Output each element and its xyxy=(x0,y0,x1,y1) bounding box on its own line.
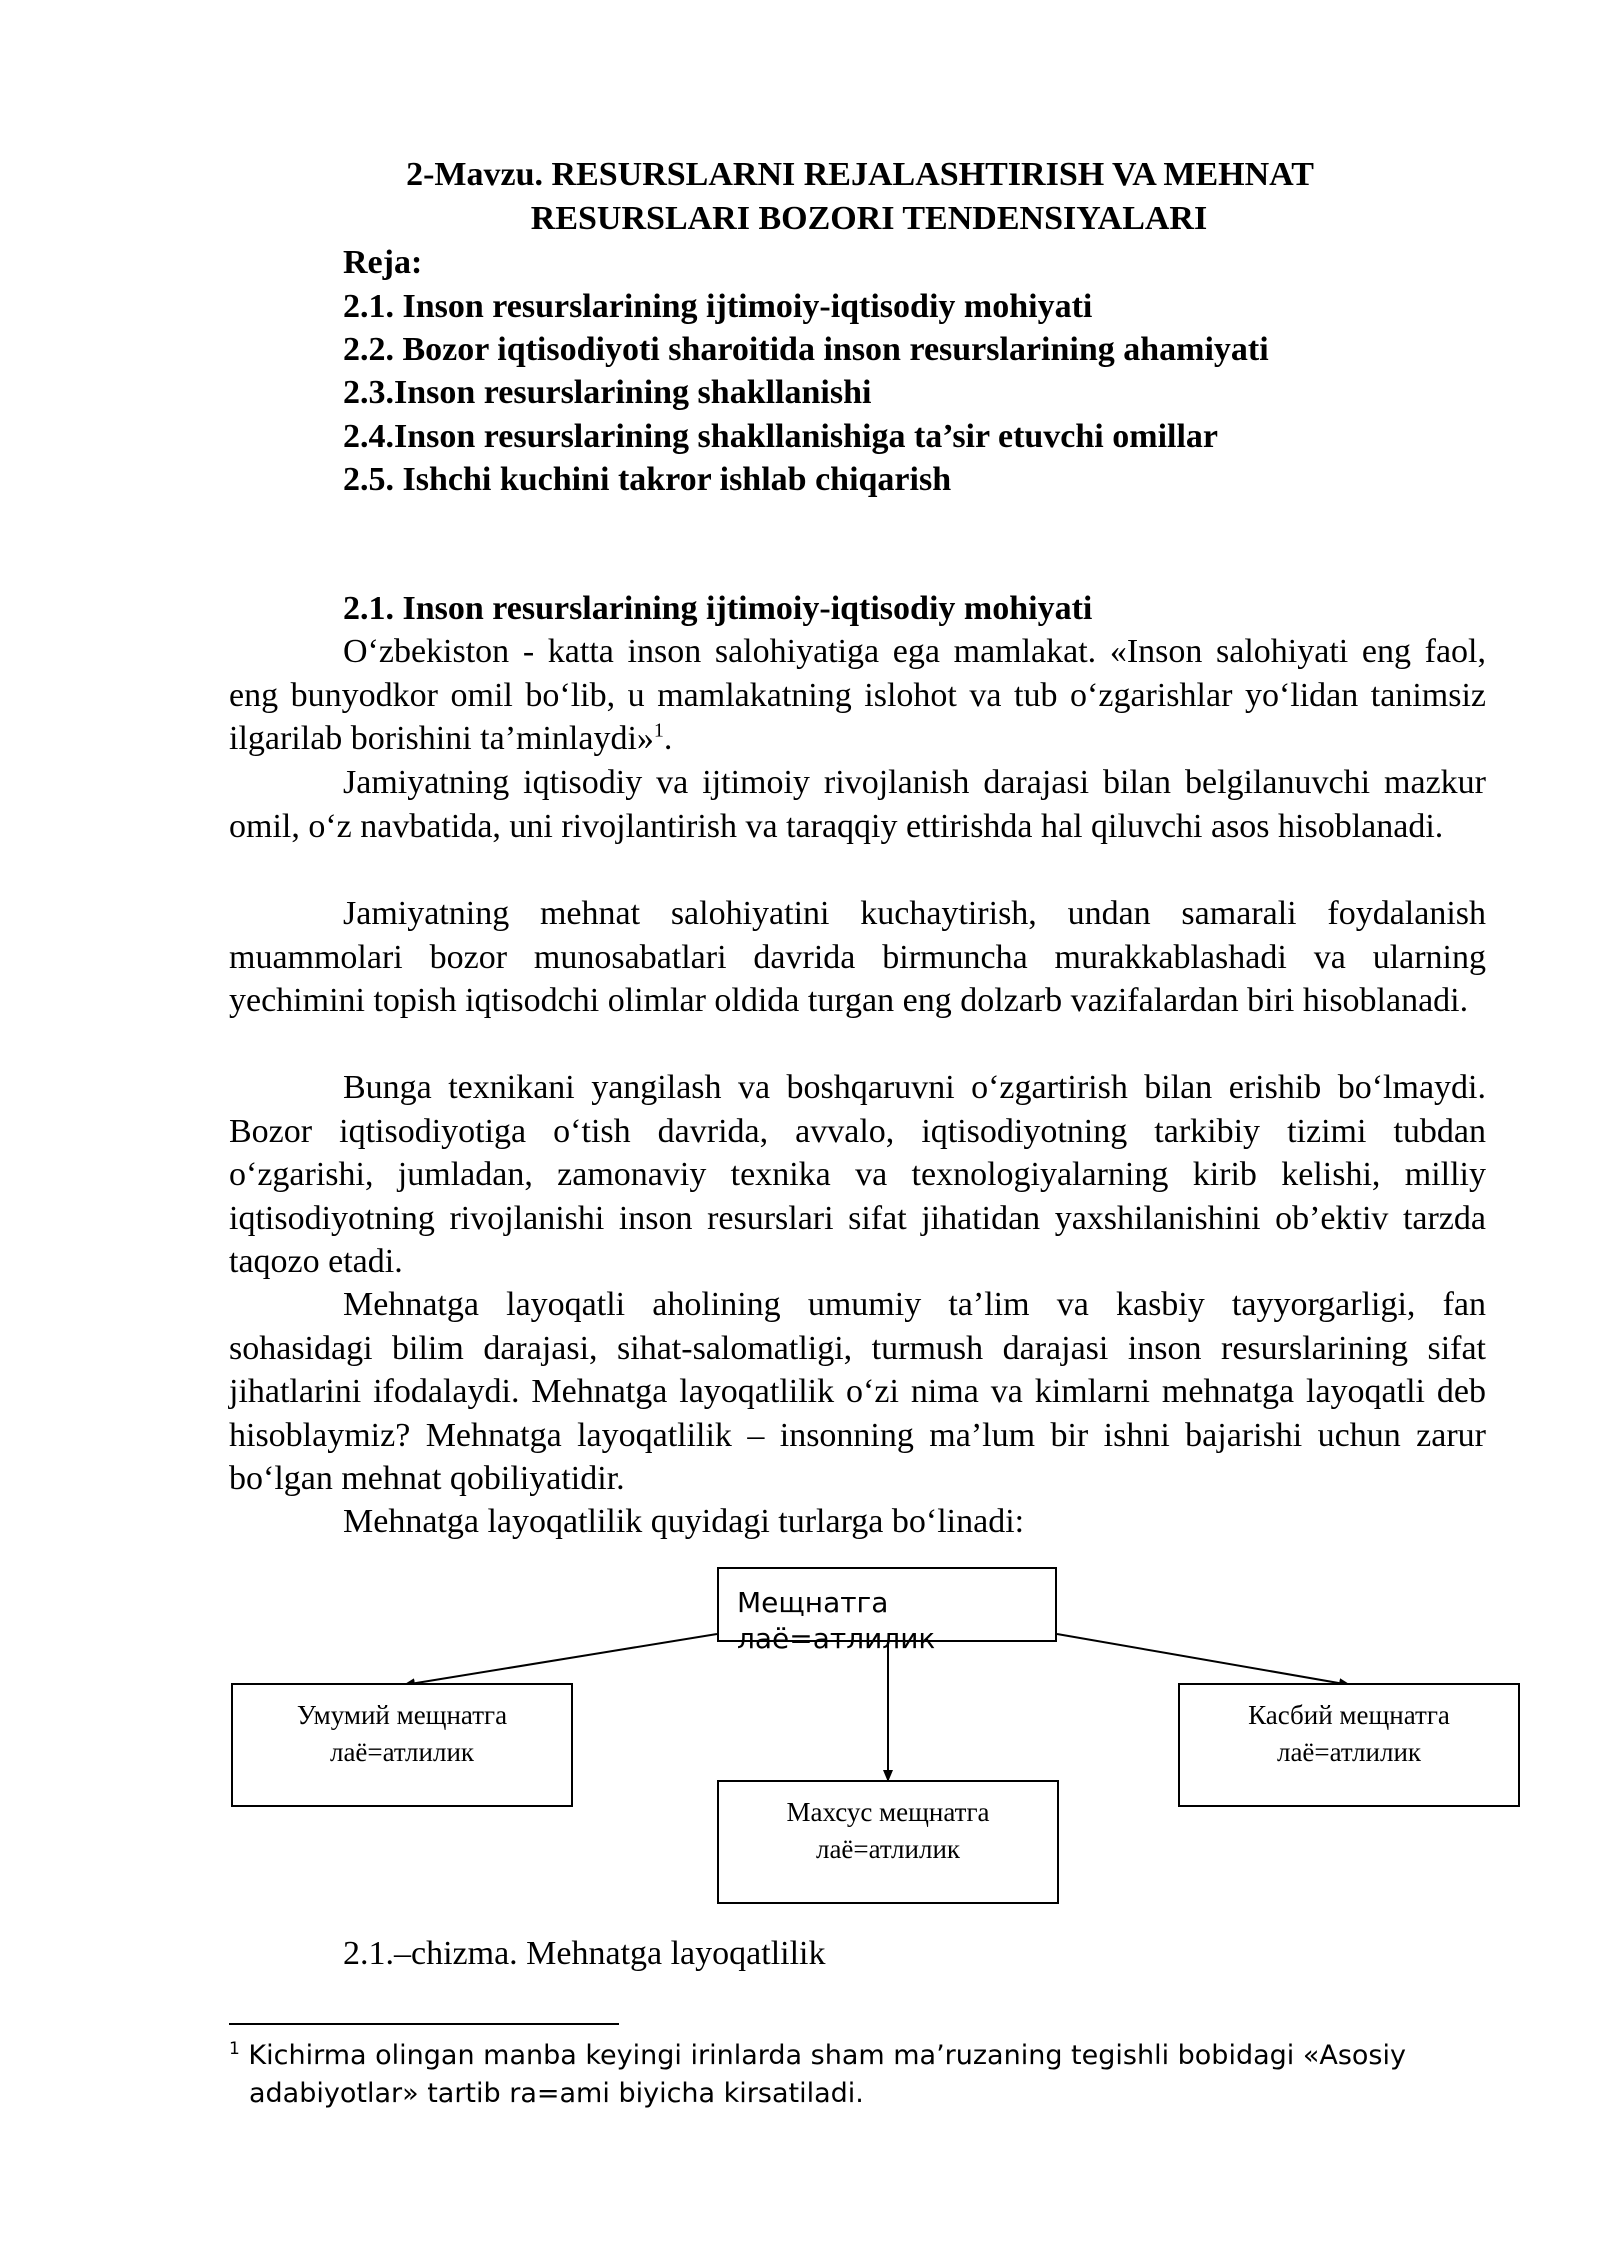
middle-box-line-2: лаё=атлилик xyxy=(815,1834,961,1864)
diagram-box-left xyxy=(231,1683,573,1807)
plan-heading: Reja: xyxy=(343,244,423,281)
diagram-box-right xyxy=(1178,1683,1520,1807)
topic-title-line-1: 2-Mavzu. RESURSLARNI REJALASHTIRISH VA MEHNAT xyxy=(406,156,1314,193)
plan-item-4: 2.4.Inson resurslarining shakllanishiga ta’sir etuvchi omillar xyxy=(343,418,1219,455)
footnote-separator xyxy=(229,2023,619,2025)
paragraph-3: Jamiyatning mehnat salohiyatini kuchaytirish, undan samarali foydalanish muammolari bozor munosabatlari davrida birmuncha murakkablashadi va ularning yechimini topish iqtisodchi olimlar oldida turgan eng dolzarb vazifalardan biri hisoblanadi. xyxy=(229,895,1486,1019)
right-box-line-1: Касбий мещнатга xyxy=(1248,1700,1450,1730)
footnote-line-1: Kichirma olingan manba keyingi irinlarda sham ma’ruzaning tegishli bobidagi «Asosiy xyxy=(248,2040,1406,2071)
footnote-reference[interactable]: 1 xyxy=(653,719,664,742)
plan-item-3: 2.3.Inson resurslarining shakllanishi xyxy=(343,374,872,411)
plan-item-1: 2.1. Inson resurslarining ijtimoiy-iqtisodiy mohiyati xyxy=(343,288,1093,325)
arrow-to-right-box xyxy=(1057,1634,1350,1685)
plan-item-2: 2.2. Bozor iqtisodiyoti sharoitida inson resurslarining ahamiyati xyxy=(343,331,1269,368)
left-box-line-1: Умумий мещнатга xyxy=(296,1700,508,1730)
paragraph-5: Mehnatga layoqatli aholining umumiy ta’lim va kasbiy tayyorgarligi, fan sohasidagi bilim darajasi, sihat-salomatligi, turmush darajasi inson resurslarining sifat jihatlarini ifodalaydi. Mehnatga layoqatlilik o‘zi nima va kimlarni mehnatga layoqatli deb hisoblaymiz? Mehnatga layoqatlilik – insonning ma’lum bir ishni bajarishi uchun zarur bo‘lgan mehnat qobiliyatidir. xyxy=(229,1286,1486,1497)
footnote xyxy=(229,2037,1489,2113)
paragraph-6: Mehnatga layoqatlilik quyidagi turlarga bo‘linadi: xyxy=(343,1503,1025,1540)
paragraph-1-end: . xyxy=(663,720,673,757)
paragraph-2: Jamiyatning iqtisodiy va ijtimoiy rivojlanish darajasi bilan belgilanuvchi mazkur omil, o‘z navbatida, uni rivojlantirish va taraqqiy ettirishda hal qiluvchi asos hisoblanadi. xyxy=(229,764,1486,845)
middle-box-line-1: Махсус мещнатга xyxy=(786,1797,990,1827)
paragraph-1 xyxy=(229,630,1486,761)
plan-item-5: 2.5. Ishchi kuchini takror ishlab chiqarish xyxy=(343,461,952,498)
arrow-to-left-box xyxy=(404,1634,717,1685)
diagram-box-top xyxy=(717,1567,1057,1655)
section-heading: 2.1. Inson resurslarining ijtimoiy-iqtisodiy mohiyati xyxy=(343,590,1093,627)
left-box-line-2: лаё=атлилик xyxy=(329,1737,475,1767)
right-box-line-2: лаё=атлилик xyxy=(1276,1737,1422,1767)
diagram-box-middle xyxy=(717,1780,1059,1904)
footnote-marker: 1 xyxy=(229,2039,240,2059)
footnote-line-2: adabiyotlar» tartib ra=ami biyicha kirsatiladi. xyxy=(249,2078,864,2109)
top-box-line-2: лаё=атлилик xyxy=(737,1622,936,1655)
paragraph-4: Bunga texnikani yangilash va boshqaruvni o‘zgartirish bilan erishib bo‘lmaydi. Bozor iqtisodiyotiga o‘tish davrida, avvalo, iqtisodiyotning tarkibiy tizimi tubdan o‘zgarishi, jumladan, zamonaviy texnika va texnologiyalarning kirib kelishi, milliy iqtisodiyotning rivojlanishi inson resurslari sifat jihatidan yaxshilanishini ob’ektiv tarzda taqozo etadi. xyxy=(229,1069,1486,1280)
paragraph-1-text: O‘zbekiston - katta inson salohiyatiga ega mamlakat. «Inson salohiyati eng faol, eng bunyodkor omil bo‘lib, u mamlakatning islohot va tub o‘zgarishlar yo‘lidan tanimsiz ilgarilab borishini ta’minlaydi» xyxy=(229,633,1486,757)
diagram-caption: 2.1.–chizma. Mehnatga layoqatlilik xyxy=(343,1935,826,1972)
top-box-line-1: Мещнатга xyxy=(737,1586,889,1619)
topic-title-line-2: RESURSLARI BOZORI TENDENSIYALARI xyxy=(530,200,1208,237)
